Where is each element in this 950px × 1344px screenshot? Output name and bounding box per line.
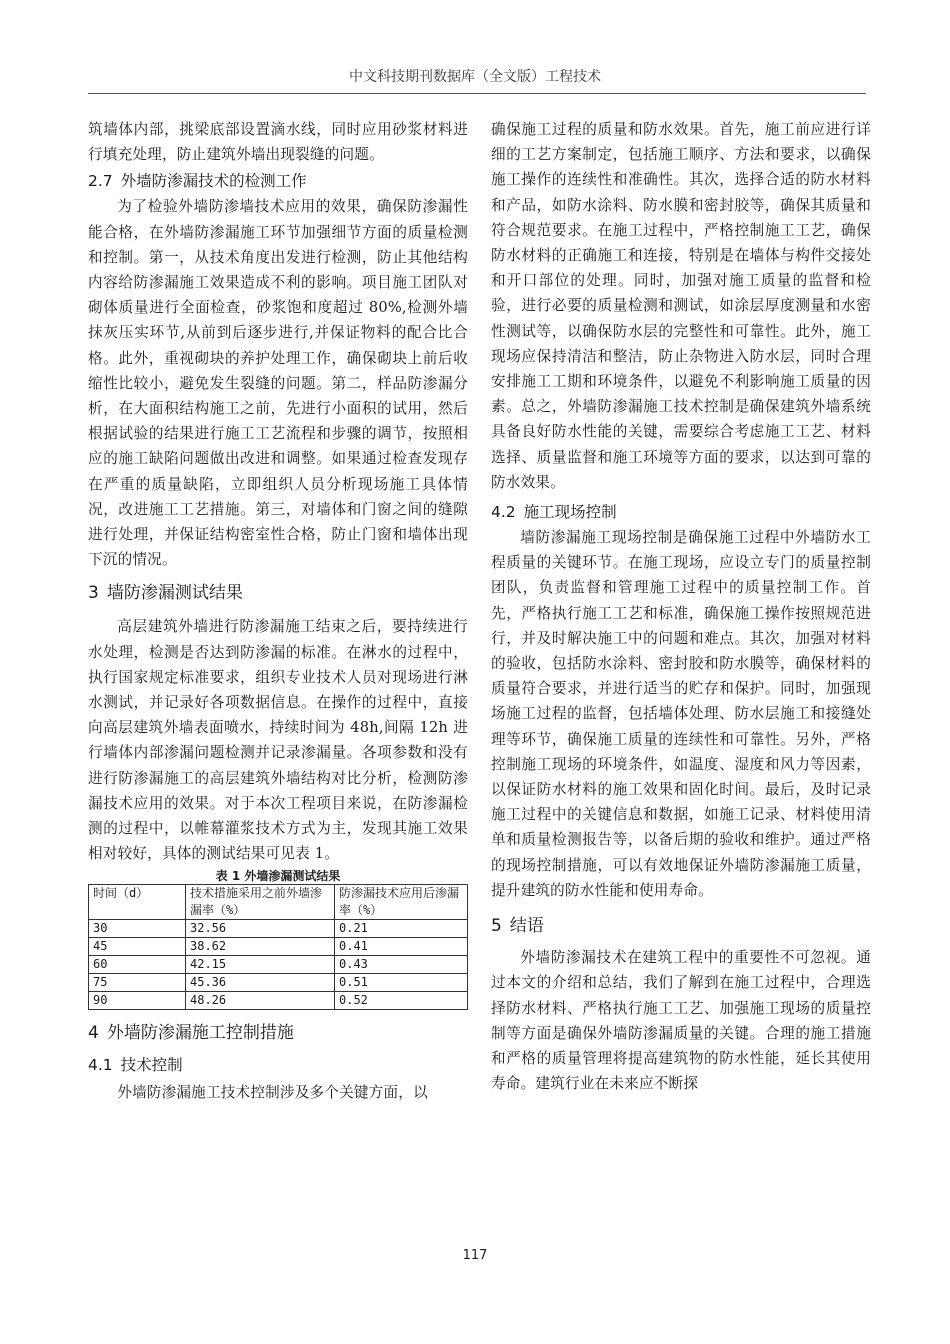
right-column xyxy=(491,117,871,1096)
section-title: 结语 xyxy=(509,916,544,937)
running-header: 中文科技期刊数据库（全文版）工程技术 xyxy=(349,69,601,85)
table-cell: 32.56 xyxy=(186,920,335,938)
table-header-cell: 技术措施采用之前外墙渗漏率（%） xyxy=(186,885,335,920)
section-heading-4-1 xyxy=(88,1052,468,1078)
section-number: 2.7 xyxy=(88,172,113,191)
table-row xyxy=(89,974,468,992)
table-row xyxy=(89,920,468,938)
table-cell: 45.36 xyxy=(186,974,335,992)
section-number: 3 xyxy=(88,583,99,604)
results-table xyxy=(88,884,468,1010)
paragraph-4-1-continued: 确保施工过程的质量和防水效果。首先，施工前应进行详细的工艺方案制定，包括施工顺序、方法和要求，以确保施工操作的连续性和准确性。其次，选择合适的防水材料和产品，如防水涂料、防水膜和密封胶等，确保其质量和符合规范要求。在施工过程中，严格控制施工工艺，确保防水材料的正确施工和连接，特别是在墙体与构件交接处和开口部位的处理。同时，加强对施工质量的监督和检验，进行必要的质量检测和测试，如涂层厚度测量和水密性测试等，以确保防水层的完整性和可靠性。此外，施工现场应保持清洁和整洁，防止杂物进入防水层，同时合理安排施工工期和环境条件，以避免不利影响施工质量的因素。总之，外墙防渗漏施工技术控制是确保建筑外墙系统具备良好防水性能的关键，需要综合考虑施工工艺、材料选择、质量监督和施工环境等方面的要求，以达到可靠的防水效果。 xyxy=(491,121,871,491)
paragraph-4-1: 外墙防渗漏施工技术控制涉及多个关键方面，以 xyxy=(117,1084,428,1102)
paragraph-5: 外墙防渗漏技术在建筑工程中的重要性不可忽视。通过本文的介绍和总结，我们了解到在施工过程中，合理选择防水材料、严格执行施工工艺、加强施工现场的质量控制等方面是确保外墙防渗漏质量的关键。合理的施工措施和严格的质量管理将提高建筑物的防水性能，延长其使用寿命。建筑行业在未来应不断探 xyxy=(491,949,871,1093)
table-cell: 0.21 xyxy=(335,920,468,938)
section-title: 外墙防渗漏施工控制措施 xyxy=(106,1023,294,1044)
table-cell: 30 xyxy=(89,920,186,938)
page-number: 117 xyxy=(462,1248,488,1263)
paragraph-2-7: 为了检验外墙防渗墙技术应用的效果，确保防渗漏性能合格，在外墙防渗漏施工环节加强细节方面的质量检测和控制。第一，从技术角度出发进行检测，防止其他结构内容给防渗漏施工效果造成不利的影响。项目施工团队对砌体质量进行全面检查，砂浆饱和度超过 80%,检测外墙抹灰压实环节,从前到后逐步进行,并保证物料的配合比合格。此外，重视砌块的养护处理工作，确保砌块上前后收缩性比较小，避免发生裂缝的问题。第二，样品防渗漏分析，在大面积结构施工之前，先进行小面积的试用，然后根据试验的结果进行施工工艺流程和步骤的调节，按照相应的施工缺陷问题做出改进和调整。如果通过检查发现存在严重的质量缺陷，立即组织人员分析现场施工具体情况，改进施工工艺措施。第三，对墙体和门窗之间的缝隙进行处理，并保证结构密室性合格，防止门窗和墙体出现下沉的情况。 xyxy=(88,198,468,569)
section-number: 4 xyxy=(88,1023,99,1044)
table-cell: 0.41 xyxy=(335,938,468,956)
paragraph-continued: 筑墙体内部，挑梁底部设置滴水线，同时应用砂浆材料进行填充处理，防止建筑外墙出现裂缝的问题。 xyxy=(88,121,468,164)
table-cell: 42.15 xyxy=(186,956,335,974)
section-heading-5 xyxy=(491,913,871,939)
table-cell: 38.62 xyxy=(186,938,335,956)
table-header-cell: 时间（d） xyxy=(89,885,186,920)
section-heading-3 xyxy=(88,580,468,606)
section-heading-4 xyxy=(88,1020,468,1046)
table-cell: 0.43 xyxy=(335,956,468,974)
table-cell: 0.51 xyxy=(335,974,468,992)
table-header-cell: 防渗漏技术应用后渗漏率（%） xyxy=(335,885,468,920)
paragraph-4-2: 墙防渗漏施工现场控制是确保施工过程中外墙防水工程质量的关键环节。在施工现场，应设立专门的质量控制团队，负责监督和管理施工过程中的质量控制工作。首先，严格执行施工工艺和标准，确保施工操作按照规范进行，并及时解决施工中的问题和难点。其次，加强对材料的验收，包括防水涂料、密封胶和防水膜等，确保材料的质量符合要求，并进行适当的贮存和保护。同时，加强现场施工过程的监督，包括墙体处理、防水层施工和接缝处理等环节，确保施工质量的连续性和可靠性。另外，严格控制施工现场的环境条件，如温度、湿度和风力等因素，以保证防水材料的施工效果和固化时间。最后，及时记录施工过程中的关键信息和数据，如施工记录、材料使用清单和质量检测报告等，以备后期的验收和维护。通过严格的现场控制措施，可以有效地保证外墙防渗漏施工质量，提升建筑的防水性能和使用寿命。 xyxy=(491,529,871,899)
table-cell: 45 xyxy=(89,938,186,956)
section-title: 技术控制 xyxy=(120,1056,183,1075)
section-title: 施工现场控制 xyxy=(523,503,617,522)
section-number: 5 xyxy=(491,916,502,937)
section-heading-4-2 xyxy=(491,499,871,525)
left-column xyxy=(88,117,468,1106)
table-cell: 0.52 xyxy=(335,992,468,1010)
section-title: 外墙防渗漏技术的检测工作 xyxy=(120,172,307,191)
table-cell: 90 xyxy=(89,992,186,1010)
table-cell: 60 xyxy=(89,956,186,974)
section-title: 墙防渗漏测试结果 xyxy=(106,583,243,604)
table-cell: 75 xyxy=(89,974,186,992)
header-divider xyxy=(88,93,866,94)
table-row xyxy=(89,956,468,974)
section-heading-2-7 xyxy=(88,168,468,194)
table-row xyxy=(89,992,468,1010)
section-number: 4.1 xyxy=(88,1056,113,1075)
table-header-row xyxy=(89,885,468,920)
table-row xyxy=(89,938,468,956)
paragraph-3: 高层建筑外墙进行防渗漏施工结束之后，要持续进行水处理，检测是否达到防渗漏的标准。在淋水的过程中，执行国家规定标准要求，组织专业技术人员对现场进行淋水测试，并记录好各项数据信息。在操作的过程中，直接向高层建筑外墙表面喷水，持续时间为 48h,间隔 12h 进行墙体内部渗漏问题检测并记录渗漏量。各项参数和没有进行防渗漏施工的高层建筑外墙结构对比分析，检测防渗漏技术应用的效果。对于本次工程项目来说，在防渗漏检测的过程中，以帷幕灌浆技术方式为主，发现其施工效果相对较好，具体的测试结果可见表 1。 xyxy=(88,618,468,863)
table-caption: 表 1 外墙渗漏测试结果 xyxy=(215,869,341,884)
section-number: 4.2 xyxy=(491,503,516,522)
table-cell: 48.26 xyxy=(186,992,335,1010)
